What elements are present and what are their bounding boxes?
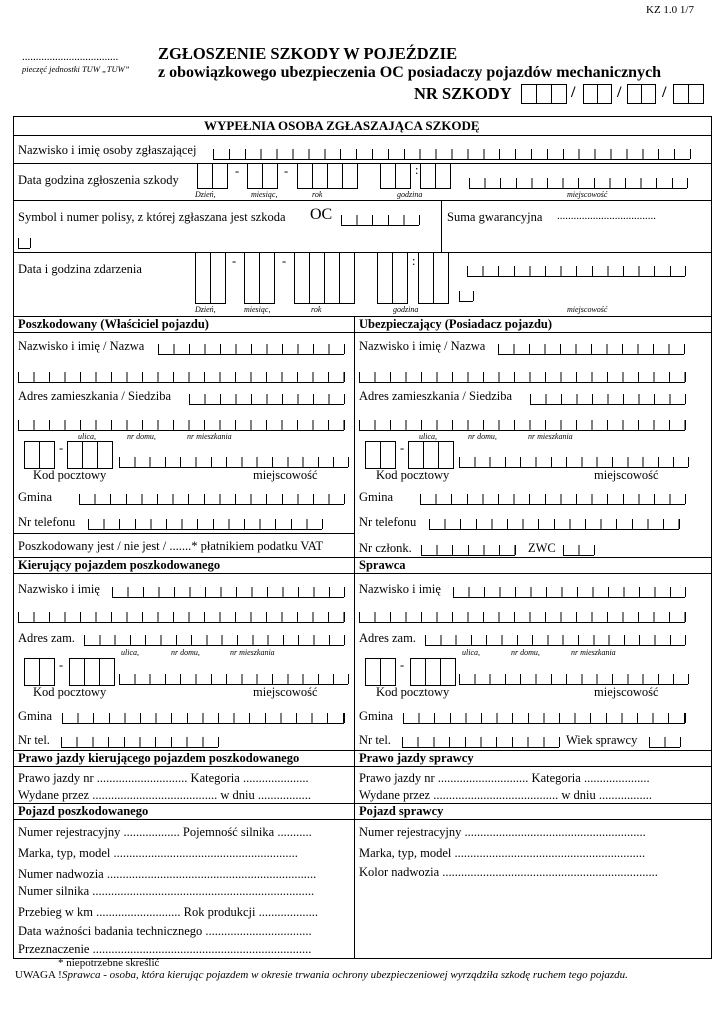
event-date-label: Data i godzina zdarzenia [18,262,142,276]
perpetrator-gmina-label: Gmina [359,709,394,723]
driver-gmina-label: Gmina [18,709,53,723]
injured-postal-a[interactable] [24,441,54,469]
driver-phone-field[interactable] [61,729,218,748]
insured-member-field[interactable] [421,537,515,556]
claim-number-boxes-2[interactable] [583,84,611,104]
injured-vat-text[interactable]: Poszkodowany jest / nie jest / .......* płatnikiem podatku VAT [18,539,324,553]
warning-prefix: UWAGA ! [15,969,62,981]
vehicle-perp-header: Pojazd sprawcy [359,804,444,818]
license-perp-line1[interactable]: Prawo jazdy nr ............................. Kategoria ..................... [359,771,650,785]
vehicle-perp-line[interactable]: Numer rejestracyjny .......................................................... [359,825,646,839]
perpetrator-gmina-field[interactable] [403,705,685,724]
license-driver-line1[interactable]: Prawo jazdy nr ............................. Kategoria ..................... [18,771,309,785]
vehicle-injured-line[interactable]: Numer rejestracyjny .................. Pojemność silnika ........... [18,825,312,839]
driver-header: Kierujący pojazdem poszkodowanego [18,558,221,572]
driver-gmina-field[interactable] [62,705,344,724]
perpetrator-header: Sprawca [359,558,406,572]
license-driver-line2[interactable]: Wydane przez ........................................ w dniu ................. [18,788,311,802]
perpetrator-name-field-2[interactable] [359,604,685,623]
injured-header: Poszkodowany (Właściciel pojazdu) [18,317,209,331]
insured-city-field[interactable] [459,449,688,468]
driver-city-field[interactable] [119,666,348,685]
insured-postal-b[interactable] [408,441,453,469]
perpetrator-name-field[interactable] [453,579,685,598]
perpetrator-phone-field[interactable] [402,729,559,748]
license-driver-header: Prawo jazdy kierującego pojazdem poszkodowanego [18,751,300,765]
license-perp-header: Prawo jazdy sprawcy [359,751,474,765]
vehicle-injured-line[interactable]: Numer nadwozia ................................................................... [18,867,317,881]
report-day-boxes[interactable] [197,163,227,189]
vehicle-injured-line[interactable]: Przebieg w km ........................... Rok produkcji ................... [18,905,318,919]
reporter-name-label: Nazwisko i imię osoby zgłaszającej [18,143,197,157]
footnote: * niepotrzebne skreślić [58,957,160,969]
policy-number-field[interactable] [341,207,419,226]
driver-address-label: Adres zam. [18,631,75,645]
insured-phone-field[interactable] [429,511,679,530]
injured-name-label: Nazwisko i imię / Nazwa [18,339,145,353]
injured-address-field[interactable] [189,386,344,405]
sum-field[interactable]: .................................... [557,210,656,222]
insured-address-label: Adres zamieszkania / Siedziba [359,389,513,403]
slash-2: / [617,84,622,101]
event-day-boxes[interactable] [195,252,225,304]
policy-oc: OC [310,206,333,223]
injured-postal-b[interactable] [67,441,112,469]
claim-number-label: NR SZKODY [414,84,512,103]
driver-name-field-2[interactable] [18,604,344,623]
injured-phone-label: Nr telefonu [18,515,76,529]
insured-member-label: Nr członk. [359,541,412,555]
slash-3: / [662,84,667,101]
vehicle-injured-line[interactable]: Data ważności badania technicznego .................................. [18,924,312,938]
vehicle-perp-line[interactable]: Kolor nadwozia ..................................................................... [359,865,658,879]
policy-number-field-cont[interactable] [18,230,30,249]
perpetrator-postal-a[interactable] [365,658,395,686]
driver-postal-a[interactable] [24,658,54,686]
injured-name-field-2[interactable] [18,364,344,383]
sum-label: Suma gwarancyjna [447,210,543,224]
insured-gmina-label: Gmina [359,490,394,504]
insured-header: Ubezpieczający (Posiadacz pojazdu) [359,317,553,331]
perpetrator-city-field[interactable] [459,666,688,685]
warning-text: Sprawca - osoba, która kierując pojazdem w okresie trwania ochrony ubezpieczeniowej wyrządziła szkodę ruchem tego pojazdu. [62,969,628,981]
insured-gmina-field[interactable] [420,486,685,505]
injured-address-label: Adres zamieszkania / Siedziba [18,389,172,403]
document-code: KZ 1.0 1/7 [646,4,694,16]
perpetrator-address-label: Adres zam. [359,631,416,645]
driver-phone-label: Nr tel. [18,733,50,747]
report-minute-boxes[interactable] [420,163,450,189]
driver-postal-b[interactable] [69,658,114,686]
report-hour-boxes[interactable] [380,163,410,189]
report-year-boxes[interactable] [297,163,357,189]
insured-name-field[interactable] [498,336,684,355]
stamp-dots: ................................... [22,51,119,63]
perpetrator-phone-label: Nr tel. [359,733,391,747]
claim-number-boxes-4[interactable] [673,84,703,104]
form-subtitle: z obowiązkowego ubezpieczenia OC posiadaczy pojazdów mechanicznych [158,64,662,81]
insured-address-field-2[interactable] [359,412,685,431]
perpetrator-postal-b[interactable] [410,658,455,686]
vehicle-injured-header: Pojazd poszkodowanego [18,804,149,818]
injured-city-field[interactable] [119,449,348,468]
report-month-boxes[interactable] [247,163,277,189]
event-month-boxes[interactable] [244,252,274,304]
insured-postal-a[interactable] [365,441,395,469]
vehicle-injured-line[interactable]: Przeznaczenie ...................................................................... [18,942,312,956]
claim-number-boxes-1[interactable] [521,84,566,104]
insured-zwc-label: ZWC [528,541,556,555]
license-perp-line2[interactable]: Wydane przez ........................................ w dniu ................. [359,788,652,802]
injured-gmina-field[interactable] [79,486,344,505]
policy-label: Symbol i numer polisy, z której zgłaszana jest szkoda [18,210,286,224]
injured-phone-field[interactable] [88,511,322,530]
event-place-field-cont[interactable] [459,283,473,302]
stamp-label: pieczęć jednostki TUW „TUW” [22,64,130,74]
injured-address-field-2[interactable] [18,412,344,431]
event-place-field[interactable] [467,258,685,277]
perpetrator-age-label: Wiek sprawcy [566,733,638,747]
injured-gmina-label: Gmina [18,490,53,504]
perpetrator-name-label: Nazwisko i imię [359,582,441,596]
driver-name-label: Nazwisko i imię [18,582,100,596]
report-place-field[interactable] [469,170,687,189]
event-year-boxes[interactable] [294,252,354,304]
vehicle-perp-line[interactable]: Marka, typ, model ............................................................. [359,846,646,860]
driver-name-field[interactable] [112,579,344,598]
report-date-label: Data godzina zgłoszenia szkody [18,173,179,187]
event-minute-boxes[interactable] [418,252,448,304]
slash-1: / [571,84,576,101]
insured-name-field-2[interactable] [359,364,685,383]
vehicle-injured-line[interactable]: Numer silnika ....................................................................... [18,884,315,898]
perpetrator-age-field[interactable] [649,729,680,748]
insured-address-field[interactable] [530,386,685,405]
insured-phone-label: Nr telefonu [359,515,417,529]
claim-number-boxes-3[interactable] [627,84,655,104]
reporter-name-field[interactable] [213,140,690,160]
insured-name-label: Nazwisko i imię / Nazwa [359,339,486,353]
driver-address-field[interactable] [84,627,344,646]
form-title: ZGŁOSZENIE SZKODY W POJEŹDZIE [158,44,458,63]
injured-name-field[interactable] [158,336,344,355]
insured-zwc-field[interactable] [563,537,594,556]
section-header-reporter: WYPEŁNIA OSOBA ZGŁASZAJĄCA SZKODĘ [204,118,480,133]
perpetrator-address-field[interactable] [425,627,685,646]
vehicle-injured-line[interactable]: Marka, typ, model ........................................................... [18,846,298,860]
event-hour-boxes[interactable] [377,252,407,304]
